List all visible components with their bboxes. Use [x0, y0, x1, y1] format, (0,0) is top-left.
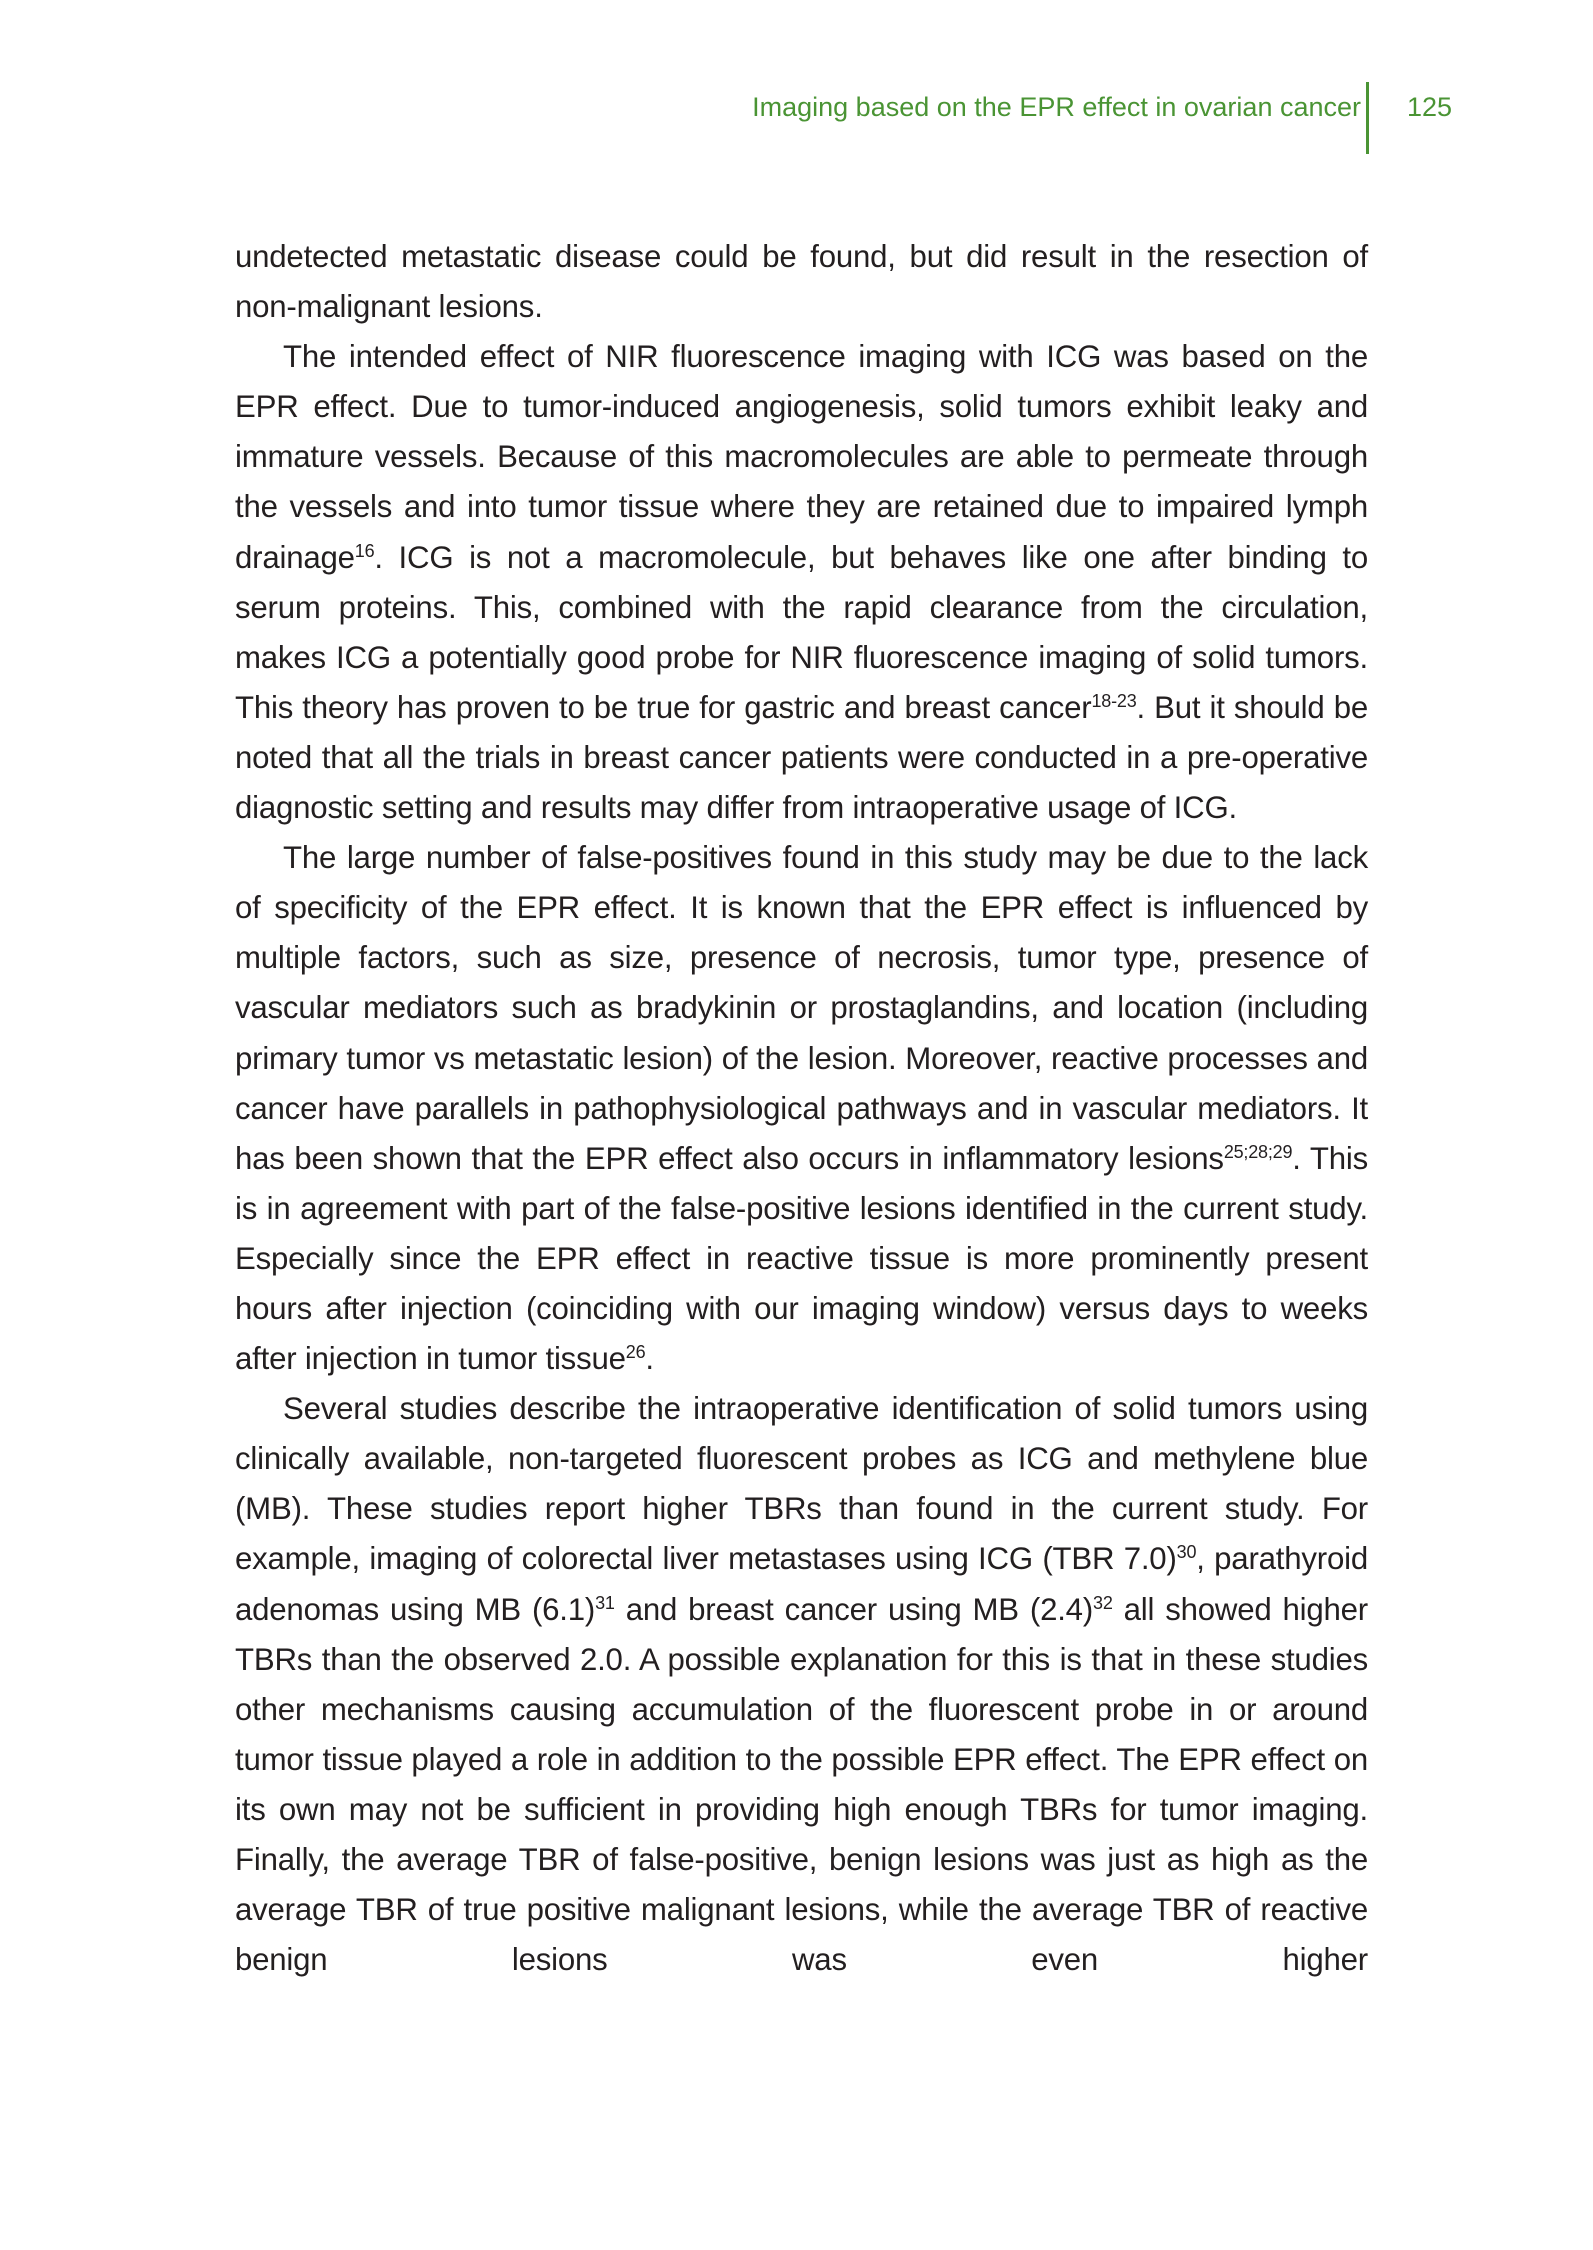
header-divider — [1366, 82, 1369, 154]
page-number: 125 — [1407, 92, 1453, 122]
citation-31: 31 — [595, 1592, 615, 1613]
paragraph-4-text-1: Several studies describe the intraoperative identification of solid tumors using clinically available, non-targeted fluorescent probes as ICG and methylene blue (MB). These studies report higher TBRs than found in the current study. For example, imaging of colorectal liver metastases using ICG (TBR 7.0) — [235, 1391, 1368, 1577]
paragraph-3-text-3: . — [645, 1341, 654, 1377]
citation-25-28-29: 25;28;29 — [1223, 1141, 1293, 1162]
paragraph-4-text-4: all showed higher TBRs than the observed 2.0. A possible explanation for this is that in these studies other mechanisms causing accumulation of the fluorescent probe in or around tumor tissue played a role in addition to the possible EPR effect. The EPR effect on its own may not be sufficient in providing high enough TBRs for tumor imaging. Finally, the average TBR of false-positive, benign lesions was just as high as the average TBR of true positive malignant lesions, while the average TBR of reactive benign lesions was even higher — [235, 1591, 1368, 1978]
paragraph-3-text-1: The large number of false-positives found in this study may be due to the lack of specificity of the EPR effect. It is known that the EPR effect is influenced by multiple factors, such as size, presence of necrosis, tumor type, presence of vascular mediators such as bradykinin or prostaglandins, and location (including primary tumor vs metastatic lesion) of the lesion. Moreover, reactive processes and cancer have parallels in pathophysiological pathways and in vascular mediators. It has been shown that the EPR effect also occurs in inflammatory lesions — [235, 840, 1368, 1176]
body-text — [235, 232, 1368, 1985]
running-title: Imaging based on the EPR effect in ovarian cancer — [752, 92, 1361, 122]
paragraph-4-text-2: , parathyroid adenomas using MB (6.1) — [235, 1541, 1368, 1627]
citation-26: 26 — [625, 1342, 646, 1363]
citation-32: 32 — [1093, 1592, 1113, 1613]
paragraph-3-text-2: . This is in agreement with part of the false-positive lesions identified in the current study. Especially since the EPR effect in reactive tissue is more prominently present hours after injection (coinciding with our imaging window) versus days to weeks after injection in tumor tissue — [235, 1140, 1368, 1377]
paragraph-1-text: undetected metastatic disease could be found, but did result in the resection of non-malignant lesions. — [235, 239, 1368, 325]
citation-30: 30 — [1176, 1542, 1197, 1563]
citation-18-23: 18-23 — [1091, 691, 1137, 712]
paragraph-3 — [235, 833, 1368, 1384]
citation-16: 16 — [354, 540, 375, 561]
paragraph-2-text-1: The intended effect of NIR fluorescence imaging with ICG was based on the EPR effect. Due to tumor-induced angiogenesis, solid tumors exhibit leaky and immature vessels. Because of this macromolecules are able to permeate through the vessels and into tumor tissue where they are retained due to impaired lymph drainage — [235, 339, 1368, 575]
paragraph-4 — [235, 1384, 1368, 1985]
paragraph-4-text-3: and breast cancer using MB (2.4) — [614, 1591, 1094, 1627]
paragraph-2-text-3: . But it should be noted that all the trials in breast cancer patients were conducted in a pre-operative diagnostic setting and results may differ from intraoperative usage of ICG. — [235, 689, 1368, 826]
paragraph-2 — [235, 332, 1368, 833]
paragraph-1 — [235, 232, 1368, 332]
paragraph-2-text-2: . ICG is not a macromolecule, but behaves like one after binding to serum proteins. This, combined with the rapid clearance from the circulation, makes ICG a potentially good probe for NIR fluorescence imaging of solid tumors. This theory has proven to be true for gastric and breast cancer — [235, 539, 1368, 725]
